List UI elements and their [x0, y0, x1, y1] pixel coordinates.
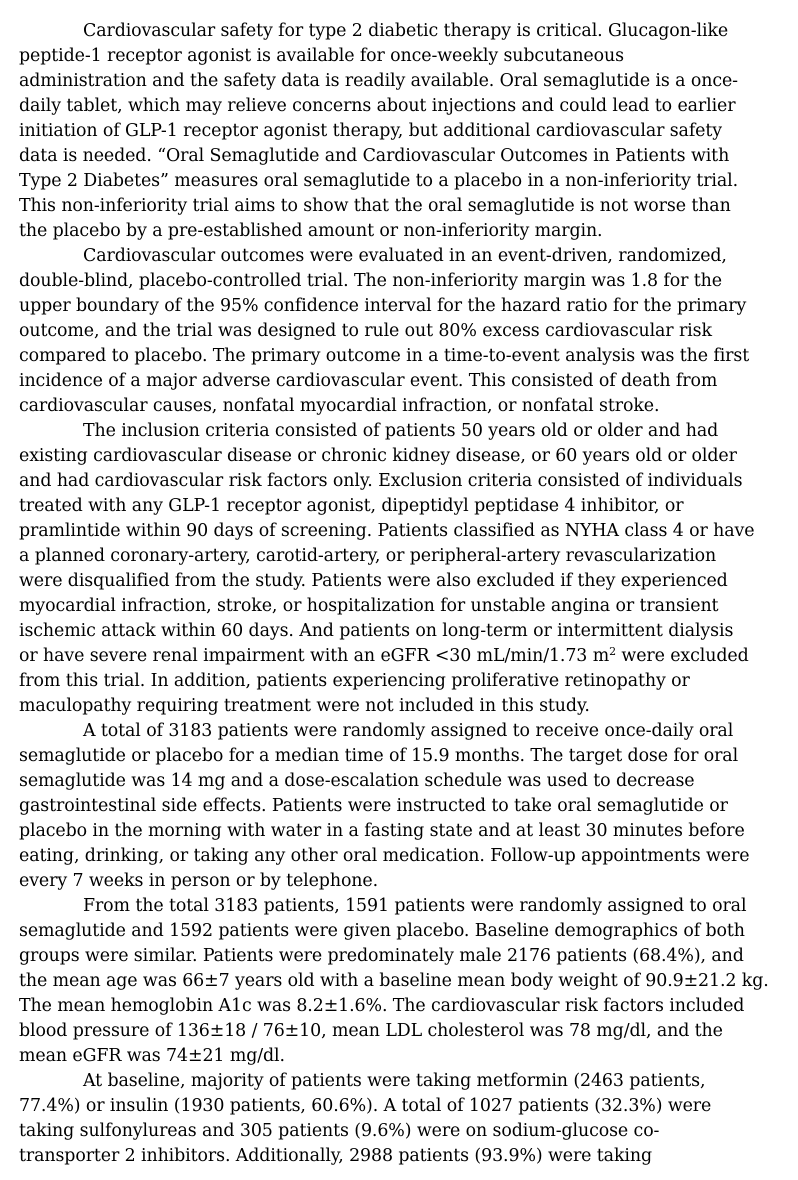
text-line: treated with any GLP-1 receptor agonist, dipeptidyl peptidase 4 inhibitor, or [19, 496, 684, 516]
paragraph-1 [19, 19, 789, 244]
text-line: incidence of a major adverse cardiovascular event. This consisted of death from [19, 371, 718, 391]
text-line: the placebo by a pre-established amount or non-inferiority margin. [19, 221, 603, 241]
text-line: daily tablet, which may relieve concerns about injections and could lead to earlier [19, 96, 736, 116]
text-line: At baseline, majority of patients were taking metformin (2463 patients, [83, 1071, 706, 1091]
text-line: cardiovascular causes, nonfatal myocardial infraction, or nonfatal stroke. [19, 396, 660, 416]
text-line: From the total 3183 patients, 1591 patients were randomly assigned to oral [83, 896, 747, 916]
paragraph-4 [19, 719, 789, 894]
text-line: a planned coronary-artery, carotid-artery, or peripheral-artery revascularization [19, 546, 717, 566]
text-line: ischemic attack within 60 days. And patients on long-term or intermittent dialysis [19, 621, 734, 641]
text-line: peptide-1 receptor agonist is available for once-weekly subcutaneous [19, 46, 624, 66]
text-line: maculopathy requiring treatment were not included in this study. [19, 696, 590, 716]
document-page [19, 19, 789, 1169]
text-line: semaglutide was 14 mg and a dose-escalation schedule was used to decrease [19, 771, 695, 791]
text-line: semaglutide or placebo for a median time of 15.9 months. The target dose for oral [19, 746, 739, 766]
text-line: Cardiovascular outcomes were evaluated in an event-driven, randomized, [83, 246, 727, 266]
text-line: The inclusion criteria consisted of patients 50 years old or older and had [83, 421, 719, 441]
text-line: administration and the safety data is readily available. Oral semaglutide is a once- [19, 71, 738, 91]
paragraph-5 [19, 894, 789, 1069]
text-line: existing cardiovascular disease or chronic kidney disease, or 60 years old or older [19, 446, 737, 466]
text-line: outcome, and the trial was designed to rule out 80% excess cardiovascular risk [19, 321, 712, 341]
text-line: mean eGFR was 74±21 mg/dl. [19, 1046, 285, 1066]
text-line: double-blind, placebo-controlled trial. The non-inferiority margin was 1.8 for the [19, 271, 722, 291]
text-line: the mean age was 66±7 years old with a baseline mean body weight of 90.9±21.2 kg. [19, 971, 769, 991]
text-line: taking sulfonylureas and 305 patients (9.6%) were on sodium-glucose co- [19, 1121, 660, 1141]
text-segment: were excluded [616, 646, 749, 666]
text-line: data is needed. “Oral Semaglutide and Cardiovascular Outcomes in Patients with [19, 146, 730, 166]
text-line: semaglutide and 1592 patients were given placebo. Baseline demographics of both [19, 921, 745, 941]
paragraph-2 [19, 244, 789, 419]
text-line: initiation of GLP-1 receptor agonist therapy, but additional cardiovascular safety [19, 121, 722, 141]
text-line: placebo in the morning with water in a fasting state and at least 30 minutes before [19, 821, 745, 841]
text-line-with-superscript [19, 644, 789, 669]
text-line: blood pressure of 136±18 / 76±10, mean LDL cholesterol was 78 mg/dl, and the [19, 1021, 723, 1041]
text-line: 77.4%) or insulin (1930 patients, 60.6%). A total of 1027 patients (32.3%) were [19, 1096, 712, 1116]
text-line: myocardial infraction, stroke, or hospitalization for unstable angina or transient [19, 596, 719, 616]
text-line: Cardiovascular safety for type 2 diabetic therapy is critical. Glucagon-like [83, 21, 729, 41]
text-line: gastrointestinal side effects. Patients were instructed to take oral semaglutide or [19, 796, 728, 816]
text-line: Type 2 Diabetes” measures oral semaglutide to a placebo in a non-inferiority trial. [19, 171, 739, 191]
text-line: A total of 3183 patients were randomly assigned to receive once-daily oral [83, 721, 734, 741]
superscript: 2 [609, 645, 616, 658]
text-line: This non-inferiority trial aims to show that the oral semaglutide is not worse than [19, 196, 731, 216]
text-line: from this trial. In addition, patients experiencing proliferative retinopathy or [19, 671, 690, 691]
text-line: transporter 2 inhibitors. Additionally, 2988 patients (93.9%) were taking [19, 1146, 652, 1166]
paragraph-3 [19, 419, 789, 719]
text-line: The mean hemoglobin A1c was 8.2±1.6%. The cardiovascular risk factors included [19, 996, 745, 1016]
text-line: compared to placebo. The primary outcome in a time-to-event analysis was the first [19, 346, 750, 366]
text-line: pramlintide within 90 days of screening. Patients classified as NYHA class 4 or have [19, 521, 755, 541]
text-line: eating, drinking, or taking any other oral medication. Follow-up appointments were [19, 846, 750, 866]
text-line: upper boundary of the 95% confidence interval for the hazard ratio for the primary [19, 296, 747, 316]
text-line: and had cardiovascular risk factors only. Exclusion criteria consisted of individuals [19, 471, 743, 491]
text-line: every 7 weeks in person or by telephone. [19, 871, 379, 891]
text-segment: or have severe renal impairment with an eGFR <30 mL/min/1.73 m [19, 646, 610, 666]
paragraph-6 [19, 1069, 789, 1169]
text-line: groups were similar. Patients were predominately male 2176 patients (68.4%), and [19, 946, 744, 966]
text-line: were disqualified from the study. Patients were also excluded if they experienced [19, 571, 728, 591]
